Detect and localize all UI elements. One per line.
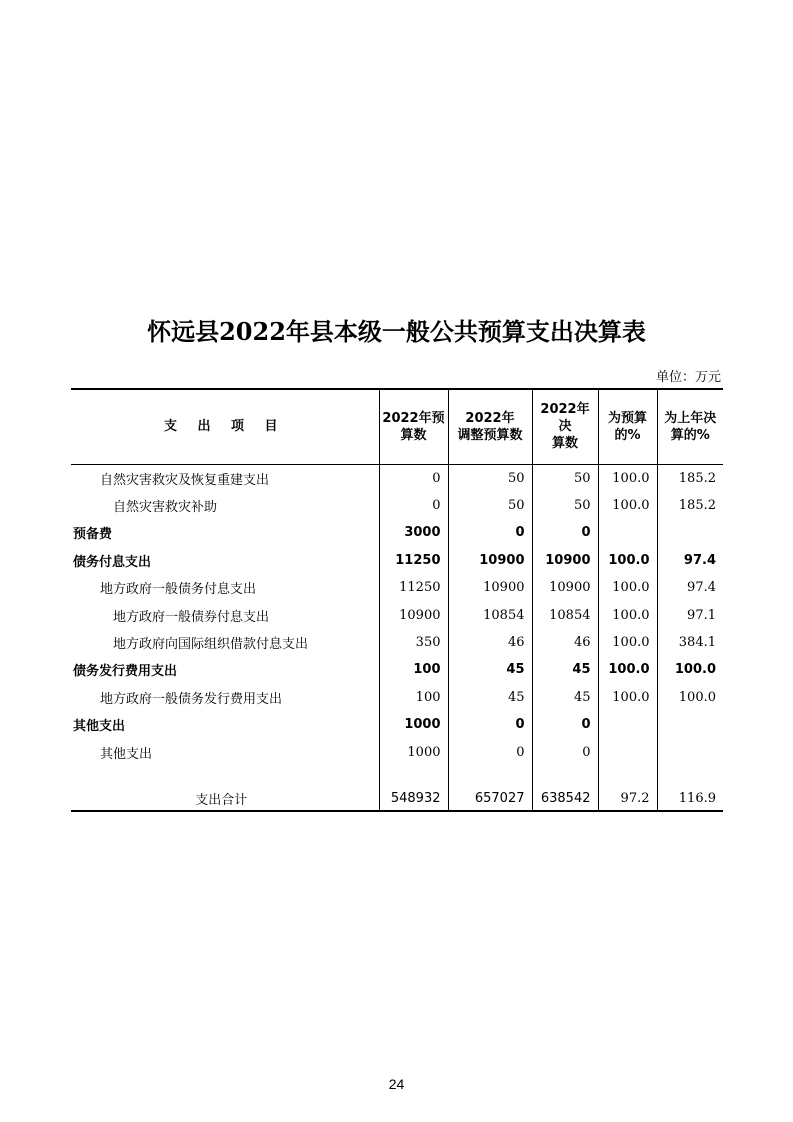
row-final: 0 xyxy=(532,519,598,546)
row-pct-budget: 100.0 xyxy=(598,547,657,574)
row-item: 其他支出 xyxy=(73,719,126,735)
row-pct-last: 185.2 xyxy=(657,492,723,519)
row-final: 45 xyxy=(532,684,598,711)
page-title: 怀远县2022年县本级一般公共预算支出决算表 xyxy=(147,317,646,346)
row-budget: 3000 xyxy=(379,519,448,546)
row-adjusted: 45 xyxy=(448,656,532,683)
row-item: 自然灾害救灾补助 xyxy=(113,500,218,516)
header-item: 支 出 项 目 xyxy=(71,389,379,464)
total-pct-last: 116.9 xyxy=(657,788,723,811)
row-pct-budget: 100.0 xyxy=(598,574,657,601)
row-item: 债务付息支出 xyxy=(73,554,152,570)
row-final: 0 xyxy=(532,711,598,738)
total-pct-budget: 97.2 xyxy=(598,788,657,811)
header-pct-last: 为上年决 算的% xyxy=(657,389,723,464)
row-adjusted: 10900 xyxy=(448,547,532,574)
row-pct-budget: 100.0 xyxy=(598,464,657,492)
row-budget: 11250 xyxy=(379,574,448,601)
row-item: 地方政府一般债务付息支出 xyxy=(100,582,257,598)
total-budget: 548932 xyxy=(379,788,448,811)
row-budget: 100 xyxy=(379,684,448,711)
row-adjusted: 50 xyxy=(448,464,532,492)
total-label: 支出合计 xyxy=(71,788,379,811)
row-item: 债务发行费用支出 xyxy=(73,664,178,680)
row-pct-budget: 100.0 xyxy=(598,656,657,683)
total-adjusted: 657027 xyxy=(448,788,532,811)
row-budget: 10900 xyxy=(379,601,448,628)
row-budget: 100 xyxy=(379,656,448,683)
row-budget: 350 xyxy=(379,629,448,656)
row-pct-last: 185.2 xyxy=(657,464,723,492)
table-row xyxy=(71,684,723,711)
spacer-row xyxy=(71,766,723,788)
row-adjusted: 0 xyxy=(448,738,532,765)
table-row xyxy=(71,492,723,519)
row-final: 10854 xyxy=(532,601,598,628)
row-budget: 0 xyxy=(379,492,448,519)
header-pct-budget: 为预算 的% xyxy=(598,389,657,464)
row-final: 0 xyxy=(532,738,598,765)
row-pct-last xyxy=(657,711,723,738)
row-final: 50 xyxy=(532,464,598,492)
row-item: 地方政府向国际组织借款付息支出 xyxy=(113,637,309,653)
table-row xyxy=(71,711,723,738)
row-final: 50 xyxy=(532,492,598,519)
row-final: 46 xyxy=(532,629,598,656)
row-pct-last: 100.0 xyxy=(657,684,723,711)
row-adjusted: 0 xyxy=(448,711,532,738)
table-row xyxy=(71,601,723,628)
row-pct-budget: 100.0 xyxy=(598,684,657,711)
unit-label: 单位：万元 xyxy=(655,370,721,385)
table-header-row xyxy=(71,389,723,464)
row-pct-last: 97.4 xyxy=(657,574,723,601)
row-pct-budget xyxy=(598,738,657,765)
row-pct-last xyxy=(657,738,723,765)
row-item: 地方政府一般债券付息支出 xyxy=(113,609,270,625)
row-item: 其他支出 xyxy=(100,746,153,762)
table-row xyxy=(71,519,723,546)
total-row xyxy=(71,788,723,811)
header-budget: 2022年预 算数 xyxy=(379,389,448,464)
table-row xyxy=(71,656,723,683)
table-row xyxy=(71,629,723,656)
row-budget: 11250 xyxy=(379,547,448,574)
row-item: 地方政府一般债务发行费用支出 xyxy=(100,691,283,707)
table-row xyxy=(71,574,723,601)
header-final: 2022年决 算数 xyxy=(532,389,598,464)
row-budget: 1000 xyxy=(379,711,448,738)
row-adjusted: 0 xyxy=(448,519,532,546)
row-pct-last: 384.1 xyxy=(657,629,723,656)
row-adjusted: 10900 xyxy=(448,574,532,601)
total-final: 638542 xyxy=(532,788,598,811)
expenditure-table xyxy=(71,388,723,812)
row-final: 10900 xyxy=(532,547,598,574)
table-row xyxy=(71,547,723,574)
table-row xyxy=(71,738,723,765)
row-final: 45 xyxy=(532,656,598,683)
row-pct-budget: 100.0 xyxy=(598,492,657,519)
row-final: 10900 xyxy=(532,574,598,601)
row-pct-budget: 100.0 xyxy=(598,629,657,656)
row-budget: 0 xyxy=(379,464,448,492)
row-pct-budget: 100.0 xyxy=(598,601,657,628)
table-row xyxy=(71,464,723,492)
row-pct-budget xyxy=(598,711,657,738)
row-budget: 1000 xyxy=(379,738,448,765)
row-pct-budget xyxy=(598,519,657,546)
row-pct-last: 97.1 xyxy=(657,601,723,628)
page-number: 24 xyxy=(388,1076,405,1092)
row-pct-last: 100.0 xyxy=(657,656,723,683)
row-adjusted: 10854 xyxy=(448,601,532,628)
row-pct-last xyxy=(657,519,723,546)
row-adjusted: 50 xyxy=(448,492,532,519)
header-adjusted: 2022年 调整预算数 xyxy=(448,389,532,464)
row-adjusted: 45 xyxy=(448,684,532,711)
row-adjusted: 46 xyxy=(448,629,532,656)
row-item: 预备费 xyxy=(73,527,113,543)
row-item: 自然灾害救灾及恢复重建支出 xyxy=(100,472,270,488)
row-pct-last: 97.4 xyxy=(657,547,723,574)
